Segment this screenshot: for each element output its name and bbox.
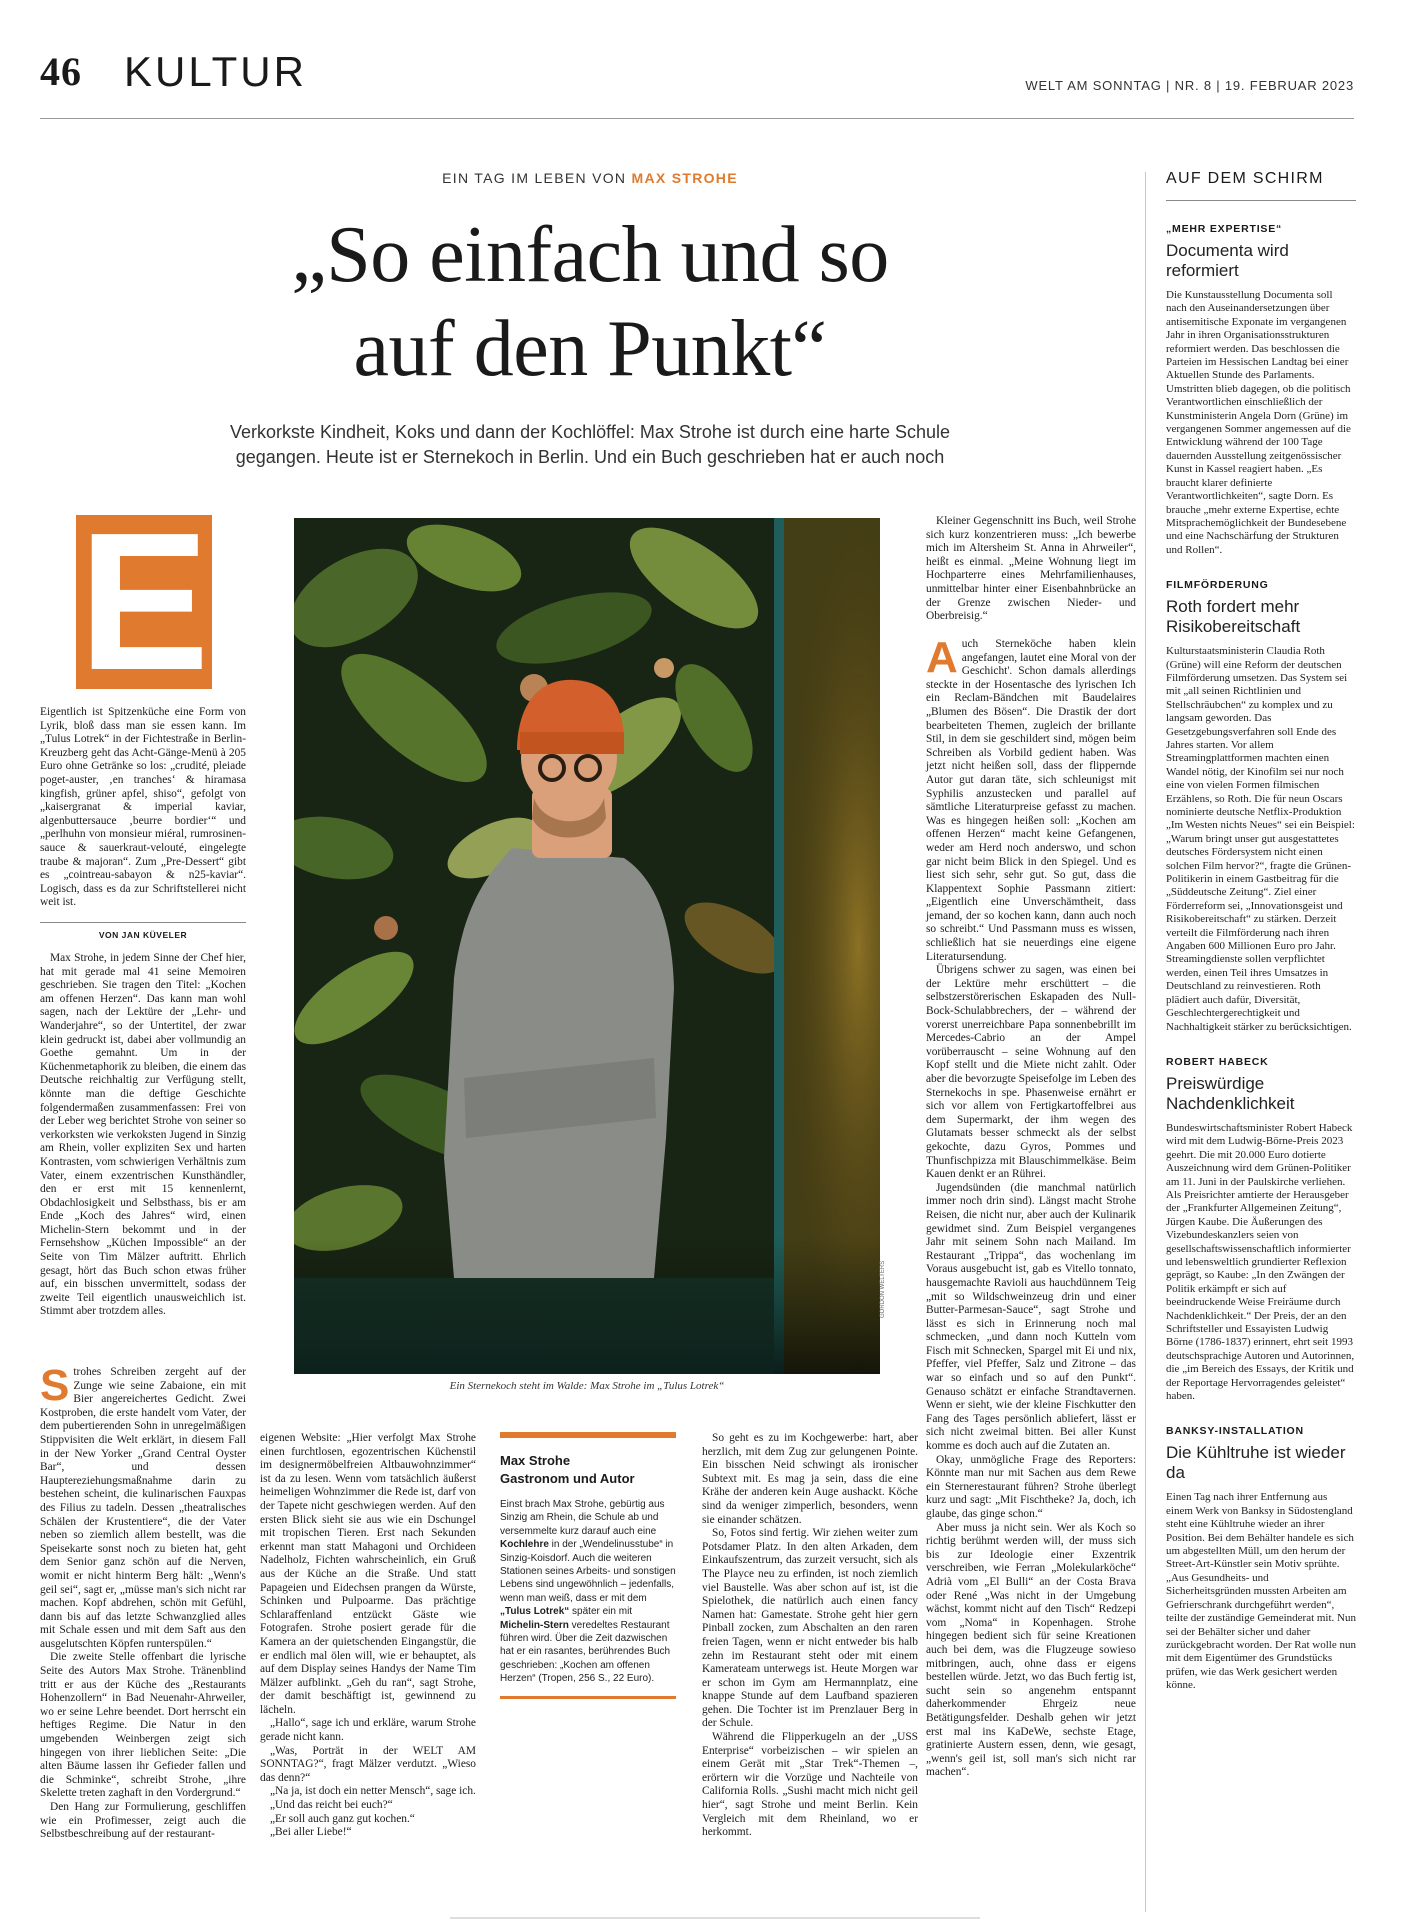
body-paragraph: „Na ja, ist doch ein netter Mensch“, sage ich.: [270, 1785, 476, 1798]
body-paragraph: eigenen Website: „Hier verfolgt Max Strohe einen furchtlosen, egozentrischen Küchenstil im designermöbelfreien Altbauwohnzimmer“ ist da zu lesen. Wenn vom tatsächlich äußerst heimeligen Wohnzimmer die Rede ist, darf von der Tapete nicht geschwiegen werden. Auf den ersten Blick sieht sie aus wie ein Dschungel mit tropischen Tieren. Erst nach Sekunden erkennt man statt Mahagoni und Orchideen Nadelholz, Fichten wahrscheinlich, ein Gruß aus der Küche an die Straße. Und statt Papageien und Eidechsen prangen da Würste, Schinken und Pulpoarme. Das prächtige Schlaraffenland entzückt Gäste wie Fotografen. Strohe posiert gerade für die Kamera an der quietschenden Eingangstür, die er endlich mal ölen will, wie er behauptet, als auf dem Display seines Handys der Name Tim Mälzer aufblinkt. „Geh du ran“, sagt Strohe, der damit beschäftigt ist, gewinnend zu lächeln.: [260, 1432, 476, 1716]
info-box-role: Gastronom und Autor: [500, 1471, 635, 1486]
news-text: Die Kunstausstellung Documenta soll nach den Auseinandersetzungen über antisemitische Exponate im vergangenen Jahr in ihren Organisationsstrukturen reformiert werden. Das beschlossen die Parteien im Hessischen Landtag bei einer Aktuellen Stunde des Parlaments. Umstritten blieb dagegen, ob die politisch Verantwortlichen einschließlich der Kunstministerin Angela Dorn (Grüne) im vergangenen Sommer angemessen auf die Entwicklung während der 100 Tage dauernden Ausstellung zeitgenössischer Kunst in Kassel reagiert haben. „Es braucht klarer definierte Verantwortlichkeiten“, sagte Dorn. Es brauche „mehr externe Expertise, echte Mitsprachemöglichkeit der Bundesebene und eine Nachschärfung der Strukturen und Rollen“.: [1166, 289, 1351, 556]
kicker-prefix: EIN TAG IM LEBEN VON: [442, 170, 627, 186]
footer-divider: [450, 1917, 980, 1919]
body-paragraph: „Was, Porträt in der WELT AM SONNTAG?“, fragt Mälzer verdutzt. „Wieso das denn?“: [260, 1744, 476, 1784]
byline: VON JAN KÜVELER: [40, 922, 246, 940]
news-kicker: BANKSY-INSTALLATION: [1166, 1425, 1304, 1438]
body-paragraph: [40, 1361, 246, 1651]
article-column-4-top: [926, 515, 1136, 624]
article-column-1: [40, 952, 246, 1319]
body-paragraph: Während die Flipperkugeln an der „USS Enterprise“ vorbeizischen – wir spielen an einem Gerät mit „Star Trek“-Themen –, erörtern wir die Vorzüge und Nachteile von California Rolls. „Sushi macht mich nicht geil hier“, sagt Strohe und meint Berlin. Kein Vergleich mit dem Rheinland, wo er herkommt.: [702, 1731, 918, 1839]
sidebar-news: [1166, 170, 1356, 1693]
body-paragraph: Jugendsünden (die manchmal natürlich immer noch drin sind). Längst macht Strohe Reisen, die nicht nur, aber auch der Kulinarik gewidmet sind. Zum Beispiel vergangenes Jahr mit seinem Sohn nach Mailand. Im Restaurant „Trippa“, das wochenlang im Voraus ausgebucht ist, gab es Vitello tonnato, hausgemachte Ravioli aus hauchdünnem Teig „mit so Wildschweinzeug drin und einer Butter-Parmesan-Sauce“, sagt Strohe und lässt es sich in Erinnerung noch mal schmecken, „und dann noch Kutteln vom Fisch mit Schnecken, Spargel mit Ei und nix, Pfeffer, viel Pfeffer, Salz und Zitrone – das war so einfach und so auf den Punkt“. Genauso schätzt er einfache Strandtavernen. Wenn er sieht, wie der kleine Fischkutter den Fang des Tages persönlich abliefert, lässt er sich nicht zweimal bitten. Bei aller Kunst komme es doch auch auf die Zutaten an.: [926, 1181, 1136, 1453]
news-headline: Die Kühltruhe ist wieder da: [1166, 1443, 1346, 1483]
news-text: Einen Tag nach ihrer Entfernung aus einem Werk von Banksy in Südostengland steht eine Kühltruhe wieder an ihrer Position. Bei dem Behälter handele es sich um abgestellten Müll, um den herum der Street-Art-Künstler sein Motiv sprühte. „Aus Gesundheits- und Sicherheitsgründen mussten Arbeiten am Gefrierschrank durchgeführt werden“, teilte der zuständige Gemeinderat mit. Nun sei der Behälter sicher und daher zurückgebracht worden. Der Rat wolle nun mit dem Eigentümer des Grundstücks prüfen, wie das Werk gesichert werden könne.: [1166, 1491, 1356, 1692]
article-column-4: [926, 633, 1137, 1780]
body-paragraph: „Hallo“, sage ich und erkläre, warum Strohe gerade nicht kann.: [260, 1717, 476, 1744]
info-text-highlight: „Tulus Lotrek“: [500, 1606, 570, 1618]
headline-line-1: „So einfach und so: [291, 211, 889, 299]
photo-credit: GORDON WELTERS: [880, 1260, 886, 1318]
news-headline: Documenta wird reformiert: [1166, 241, 1289, 280]
header-divider: [40, 118, 1354, 119]
news-text: Bundeswirtschaftsminister Robert Habeck wird mit dem Ludwig-Börne-Preis 2023 geehrt. Die mit 20.000 Euro dotierte Auszeichnung wird dem Grünen-Politiker am 11. Juni in der Paulskirche verliehen. Als Preisrichter amtierte der Herausgeber der „Frankfurter Allgemeinen Zeitung“, Jürgen Kaube. Die Äußerungen des Vizebundeskanzlers seien von gesellschaftswissenschaftlich informierter und lebensweltlich grundierter Reflexion geprägt, so Kaube: „In den Zwängen der Politik erkämpft er sich auf beeindruckende Weise Freiräume durch Nachdenklichkeit.“ Der Preis, der an den Schriftsteller und Essayisten Ludwig Börne (1786-1837) erinnert, ehrt seit 1993 deutschsprachige Autoren und Autorinnen, die „im Bereich des Essays, der Kritik und der Reportage Hervorragendes geleistet“ haben.: [1166, 1121, 1355, 1403]
body-paragraph: Max Strohe, in jedem Sinne der Chef hier, hat mit gerade mal 41 seine Memoiren geschrieben. Sie tragen den Titel: „Kochen am offenen Herzen“. Das kann man wohl sagen, nach der Lektüre der „Lehr- und Wanderjahre“, so der Untertitel, der zwar klein gedruckt ist, dabei aber vollmundig an Goethe gemahnt. Um in der Küchenmetaphorik zu bleiben, die einem das Deutsche reichhaltig zur Verfügung stellt, könnte man die deftige Geschichte folgendermaßen zusammenfassen: Frei von der Leber weg berichtet Strohe von seiner so verkorksten wie verkoksten Jugend in Sinzig am Rhein, voller expliziten Sex und harten Kontrasten, vom schwierigen Verhältnis zum Vater, einem exzentrischen Kunsthändler, den er erst mit 15 kennenlernt, Obdachlosigkeit und Selbsthass, bis er am Ende „Koch des Jahres“ wird, einen Michelin-Stern bekommt und in der Fernsehshow „Küchen Impossible“ an der Seite von Tim Mälzer auftritt. Ehrlich gesagt, hört das Buch schon etwas früher auf, ein bisschen unvermittelt, sodass der zweite Teil eigentlich unausweichlich ist. Stimmt aber trotzdem alles.: [40, 952, 246, 1318]
masthead: WELT AM SONNTAG | NR. 8 | 19. FEBRUAR 2023: [1025, 78, 1354, 93]
body-paragraph: Übrigens schwer zu sagen, was einen bei der Lektüre mehr erschüttert – die selbstzerstörerischen Eskapaden des Null-Bock-Schulabbrechers, der – während der vorerst unerreichbare Papa sonnenbebrillt im Mercedes-Cabrio an der Ampel vorüberrauscht – seine Wohnung auf den Kopf stellt und die Miete nicht zahlt. Oder aber die bevorzugte Speisefolge im Leben des Sternekochs in spe. Phasenweise ernährt er sich vor allem von Fertigkartoffelbrei aus dem Supermarkt, der ihm wegen des Glutamats besser schmeckt als der selbst gekochte, dazu Gyros, Pommes und Thunfischpizza mit Blauschimmelkäse. Beim Kauen denkt er an Rührei.: [926, 964, 1137, 1181]
news-kicker: ROBERT HABECK: [1166, 1055, 1269, 1068]
body-paragraph: Okay, unmögliche Frage des Reporters: Könnte man nur mit Sachen aus dem Rewe ein Sternerestaurant führen? Strohe überlegt kurz und sagt: „Mit Fischtheke? Ja, doch, ich glaube, das ginge schon.“: [926, 1453, 1136, 1520]
info-text-highlight: Kochlehre: [500, 1539, 549, 1551]
info-text-segment: veredeltes Restaurant führen wird. Über die Zeit dazwischen hat er ein rasantes, berührendes Buch geschrieben: „Kochen am offenen Herzen“ (Tropen, 256 S., 22 Euro).: [500, 1619, 671, 1685]
body-paragraph: So geht es zu im Kochgewerbe: hart, aber herzlich, mit dem Zug zur gelungenen Pointe. Ein bisschen Neid schwingt als ironischer Subtext mit. Es mag ja sein, dass die eine Krähe der anderen kein Auge aushackt. Köche sind da weniger zimperlich, besonders, wenn sie einander schätzen.: [702, 1432, 918, 1526]
body-paragraph: Aber muss ja nicht sein. Wer als Koch so richtig berühmt werden will, der muss sich bis zur Ideologie einer Exzentrik verschreiben, wie Ferran „Molekularköche“ Adrià vom „El Bulli“ an der Costa Brava oder René „Was nicht in der Umgebung wächst, kommt nicht auf den Tisch“ Redzepi vom „Noma“ in Kopenhagen. Strohe hingegen bedient sich für seine Kreationen auch bei dem, was die Flugzeuge sowieso mitbringen, auch, ohne dass er eigens bestellen würde. Jetzt, wo das Buch fertig ist, sucht sein so angenehm entspannt daherkommender Ehrgeiz neue Betätigungsfelder. Deshalb gehen wir jetzt erst mal ins KaDeWe, sechste Etage, gratinierte Austern essen, denn, wie gesagt, „wenn's geil ist, soll man's sich nicht rar machen“.: [926, 1521, 1136, 1779]
info-box: [500, 1432, 676, 1699]
sidebar-divider: [1145, 172, 1146, 1912]
body-paragraph: Kleiner Gegenschnitt ins Buch, weil Strohe sich kurz konzentrieren muss: „Ich bewerbe mich im Altersheim St. Anna in Ahrweiler“, heißt es einmal. „Meine Wohnung liegt im Hochparterre eines Mehrfamilienhauses, unmittelbar hinter einer Eisenbahnbrücke an der Grenze zwischen Nieder- und Oberbreisig.“: [926, 515, 1136, 623]
body-paragraph: „Bei aller Liebe!“: [270, 1826, 352, 1839]
body-paragraph: [926, 633, 1136, 964]
body-paragraph: Die zweite Stelle offenbart die lyrische Seite des Autors Max Strohe. Tränenblind tritt er aus der Küche des „Restaurants Hohenzollern“ in Bad Neuenahr-Ahrweiler, wo er seine Lehre beendet. Dort herrscht ein heftiges Regime. Die Natur in den umgebenden Weinbergen zeigt sich hingegen von ihrer lieblichen Seite: „Die alten Bäume lassen ihr Gefieder fallen und die Schminke“, schreibt Strohe, „ihre Skelette treten zaghaft in den Vordergrund.“: [40, 1651, 246, 1800]
dropcap-box: [76, 492, 212, 711]
portrait-photo-illustration: [294, 518, 880, 1374]
info-text-highlight: Michelin-Stern: [500, 1619, 569, 1631]
headline-line-2: auf den Punkt“: [353, 305, 827, 393]
sidebar-title: AUF DEM SCHIRM: [1166, 170, 1356, 201]
section-title: KULTUR: [124, 48, 307, 95]
page-number: 46: [40, 49, 82, 94]
article-photo: [294, 518, 880, 1374]
article-column-3: [702, 1432, 918, 1840]
article-lead: Verkorkste Kindheit, Koks und dann der Kochlöffel: Max Strohe ist durch eine harte Schule gegangen. Heute ist er Sternekoch in Berlin. Und ein Buch geschrieben hat er auch noch: [229, 422, 951, 467]
dropcap-letter: E: [78, 492, 210, 711]
news-kicker: FILMFÖRDERUNG: [1166, 579, 1269, 592]
kicker-name: MAX STROHE: [631, 170, 738, 186]
info-box-name: Max Strohe: [500, 1453, 571, 1468]
info-box-text: [500, 1498, 676, 1686]
paragraph-text: trohes Schreiben zergeht auf der Zunge wie seine Zabaione, ein mit Bier angereichertes Gedicht. Zwei Kostproben, die erste handelt vom Vater, der dem pubertierenden Sohn in unregelmäßigen Stippvisiten die Welt erklärt, in diesem Fall in der New Yorker „Grand Central Oyster Bar“, und dessen Hauptereziehungsmaßnahme darin zu bestehen scheint, die kulinarischen Fauxpas des Filius zu tadeln. Dessen „theatralisches Schälen der Krustentiere“, die der Vater neben so ziemlich allem bestellt, was die Speisekarte sonst noch zu bieten hat, geht dem Senior ganz schön auf die Nerven, womit er nicht hinterm Berg hält: „Wenn's geil sei“, sagt er, „müsse man's sich nicht rar machen. Kopf abdrehen, schön mit Gefühl, dann bis auf das letzte Schwanzglied alles mit Schale essen und mit dem Saft aus den ausgelutschten Köpfen runterspülen.“: [40, 1366, 246, 1650]
article-column-2: [260, 1432, 476, 1840]
info-text-segment: später ein mit: [569, 1606, 633, 1618]
body-paragraph: So, Fotos sind fertig. Wir ziehen weiter zum Potsdamer Platz. In den alten Arkaden, dem Einkaufszentrum, das zurzeit versucht, sich als The Playce neu zu erfinden, ist noch ziemlich viel Baustelle. Was aber schon auf ist, ist die Spielothek, die natürlich auch einen fancy Namen hat: Gamestate. Strohe geht hier gern Pinball zocken, zum Abschalten an den raren freien Tagen, wenn er nicht entweder bis halb zehn im Restaurant steht oder mit einem Kamerateam unterwegs ist. Heute Morgen war er schon im Gym am Hermannplatz, eine knappe Stunde auf dem Laufband spazieren gehen. Die Tochter ist im Prenzlauer Berg in der Schule.: [702, 1527, 918, 1730]
news-text: Kulturstaatsministerin Claudia Roth (Grüne) will eine Reform der deutschen Filmförderung umsetzen. Das System sei mit „all seinen Richtlinien und Stellschräubchen“ zu komplex und zu langsam geworden. Das Gesetzgebungsverfahren soll Ende des Jahres starten. Vor allem Streamingplattformen machten einen Wandel nötig, der Kinofilm sei nur noch eine von vielen Formen filmischen Erzählens, so Roth. Die für neun Oscars nominierte deutsche Netflix-Produktion „Im Westen nichts Neues“ sei ein Beispiel: „Warum bringt unser gut ausgestattetes deutsches Fördersystem nicht einen solchen Film hervor?“, fragte die Grünen-Politikerin in einem Gastbeitrag für die „Süddeutsche Zeitung“. Ziel einer Förderreform sei, „Innovationsgeist und Risikobereitschaft“ zu stärken. Derzeit verteilt die Filmförderung nach ihren Angaben 600 Millionen Euro pro Jahr. Streamingdienste sollen verpflichtet werden, einen Teil ihres Umsatzes in Deutschland zu reinvestieren. Roth plädiert auch dafür, Diversität, Geschlechtergerechtigkeit und Nachhaltigkeit stärker zu berücksichtigen.: [1166, 645, 1355, 1033]
article-column-1-cont: [40, 1361, 246, 1842]
info-box-title: [500, 1452, 676, 1488]
inline-dropcap: S: [40, 1361, 70, 1410]
body-paragraph: „Und das reicht bei euch?“: [270, 1799, 393, 1812]
paragraph-text: uch Sterneköche haben klein angefangen, lautet eine Moral von der Geschicht'. Schon damals allerdings steckte in der Hosentasche des lyrischen Ich ein Reclam-Bändchen mit Baudelaires „Blumen des Bösen“. Die Drastik der dort bearbeiteten Themen, zugleich der brillante Stil, in dem sie geschildert sind, mögen beim Schreiben als Vorbild gedient haben. Was jetzt nicht heißen soll, dass der flippernde Autor gut daran täte, sich schleunigst mit Syphilis anzustecken und parallel auf sämtliche Literaturpreise gefasst zu machen. Was es hingegen heißen soll: „Kochen am offenen Herzen“ macht keine Gefangenen, weder am Herd noch anderswo, und schon gar nicht beim Blick in den Spiegel. Und es liest sich sehr, sehr gut. So gut, dass die Klappentext Sophie Passmann zitiert: „Eigentlich eine Unverschämtheit, dass jemand, der so kochen kann, dann auch noch so schreibt.“ Und Passmann muss es wissen, schließlich hat sie neuerdings eine eigene Literatursendung.: [926, 638, 1136, 963]
intro-paragraph: Eigentlich ist Spitzenküche eine Form von Lyrik, bloß dass man sie essen kann. Im „Tulus Lotrek“ in der Fichtestraße in Berlin-Kreuzberg geht das Acht-Gänge-Menü à 205 Euro ohne Getränke so los: „crudité, pleiade poget-auster, ‚en tranches‘ & hiramasa kingfish, grüner apfel, shiso“, gefolgt von „kaisergranat & imperial kaviar, algenbuttersauce ‚beurre bordier‘“ und „perlhuhn von monsieur miéral, rumrosinen-sauce & sauerkraut-velouté, eingelegte traube & majoran“. Zum „Pre-Dessert“ gibt es „cointreau-sabayon & n25-kaviar“. Logisch, dass es da zur Schriftstellerei nicht weit ist.: [40, 706, 246, 909]
info-text-segment: in der „Wendelinusstube“ in Sinzig-Koisdorf. Auch die weiteren Stationen seines Arbeits- und sonstigen Lebens sind ungewöhnlich – jedenfalls, wenn man weiß, dass er mit dem: [500, 1539, 676, 1604]
news-headline: Preiswürdige Nachdenklichkeit: [1166, 1073, 1295, 1113]
news-headline: Roth fordert mehr Risikobereitschaft: [1166, 597, 1301, 637]
article-intro: [40, 706, 246, 910]
inline-dropcap: A: [926, 633, 958, 682]
info-text-segment: Einst brach Max Strohe, gebürtig aus Sinzig am Rhein, die Schule ab und versemmelte kurz darauf auch eine: [500, 1499, 665, 1537]
article-headline: [110, 208, 1070, 396]
news-kicker: „MEHR EXPERTISE“: [1166, 223, 1283, 235]
photo-caption: Ein Sternekoch steht im Walde: Max Strohe im „Tulus Lotrek“: [449, 1380, 725, 1392]
body-paragraph: „Er soll auch ganz gut kochen.“: [270, 1812, 415, 1825]
body-paragraph: Den Hang zur Formulierung, geschliffen wie ein Profimesser, zeigt auch die Selbstbeschreibung auf der restaurant-: [40, 1801, 246, 1841]
article-kicker: [200, 170, 980, 186]
